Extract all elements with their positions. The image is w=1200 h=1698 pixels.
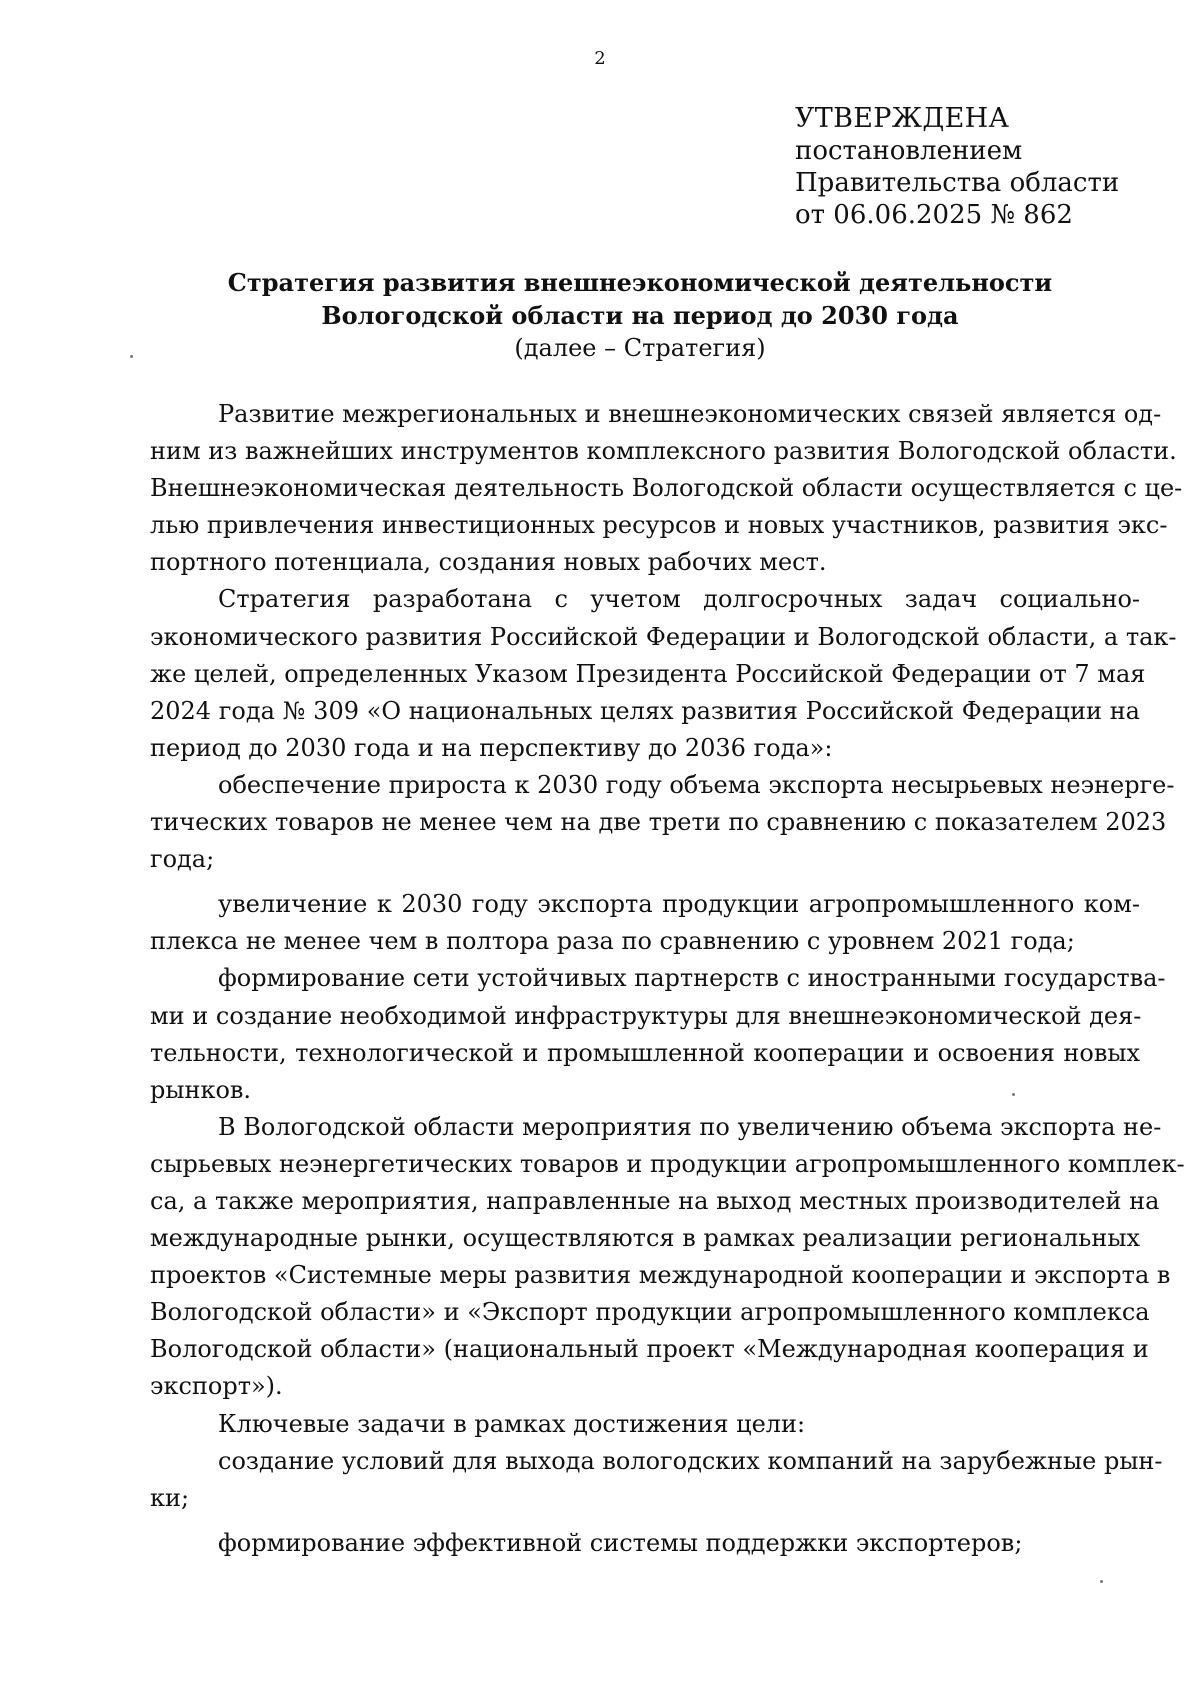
page-number: 2 [594,48,606,69]
body-line: международные рынки, осуществляются в рамках реализации региональных [150,1224,1140,1253]
body-line: Вологодской области» и «Экспорт продукции агропромышленного комплекса [150,1298,1150,1327]
body-line: ним из важнейших инструментов комплексного развития Вологодской области. [150,437,1177,466]
body-line: портного потенциала, создания новых рабочих мест. [150,548,827,577]
body-line: Стратегия разработана с учетом долгосрочных задач социально- [218,585,1140,614]
document-body [150,396,1185,1562]
body-line: плекса не менее чем в полтора раза по сравнению с уровнем 2021 года; [150,927,1075,956]
body-line: проектов «Системные меры развития международной кооперации и экспорта в [150,1261,1171,1290]
body-line: Развитие межрегиональных и внешнеэкономических связей является од- [218,400,1162,428]
body-line: Ключевые задачи в рамках достижения цели: [218,1409,806,1438]
approval-stamp-block [795,103,1155,231]
title-note: (далее – Стратегия) [514,334,766,362]
body-line: формирование эффективной системы поддержки экспортеров; [218,1528,1023,1557]
body-line: создание условий для выхода вологодских компаний на зарубежные рын- [218,1446,1163,1475]
body-line: тельности, технологической и промышленной кооперации и освоения новых [150,1038,1140,1067]
scan-speck [1012,1093,1015,1096]
body-line: экспорт»). [150,1372,283,1401]
approval-line: Правительства области [795,168,1120,198]
body-line: формирование сети устойчивых партнерств с иностранными государства- [218,964,1166,993]
title-line: Стратегия развития внешнеэкономической деятельности [227,268,1053,297]
body-line: обеспечение прироста к 2030 году объема экспорта несырьевых неэнерге- [218,770,1175,799]
body-line: года; [150,845,215,874]
body-line: же целей, определенных Указом Президента Российской Федерации от 7 мая [150,659,1146,688]
body-line: В Вологодской области мероприятия по увеличению объема экспорта не- [218,1112,1162,1141]
body-line: Вологодской области» (национальный проект «Международная кооперация и [150,1335,1149,1364]
body-line: 2024 года № 309 «О национальных целях развития Российской Федерации на [150,696,1140,725]
body-line: тических товаров не менее чем на две трети по сравнению с показателем 2023 [150,808,1167,837]
body-line: лью привлечения инвестиционных ресурсов и новых участников, развития экс- [150,511,1168,540]
body-line: экономического развития Российской Федерации и Вологодской области, а так- [150,622,1177,651]
body-line: рынков. [150,1075,252,1104]
body-line: сырьевых неэнергетических товаров и продукции агропромышленного комплек- [150,1149,1185,1178]
body-line: период до 2030 года и на перспективу до 2036 года»: [150,733,833,762]
body-line: Внешнеэкономическая деятельность Вологодской области осуществляется с це- [150,474,1183,503]
title-line: Вологодской области на период до 2030 года [321,301,959,330]
document-title [110,266,1170,365]
body-line: ми и создание необходимой инфраструктуры для внешнеэкономической дея- [150,1001,1142,1030]
approval-heading: УТВЕРЖДЕНА [795,103,1010,134]
body-line: увеличение к 2030 году экспорта продукции агропромышленного ком- [218,890,1140,919]
scan-speck [1100,1580,1103,1583]
scan-speck [130,355,133,358]
approval-line: постановлением [795,136,1023,166]
body-line: ки; [150,1483,190,1512]
approval-date-number: от 06.06.2025 № 862 [795,200,1073,230]
body-line: са, а также мероприятия, направленные на выход местных производителей на [150,1186,1160,1215]
